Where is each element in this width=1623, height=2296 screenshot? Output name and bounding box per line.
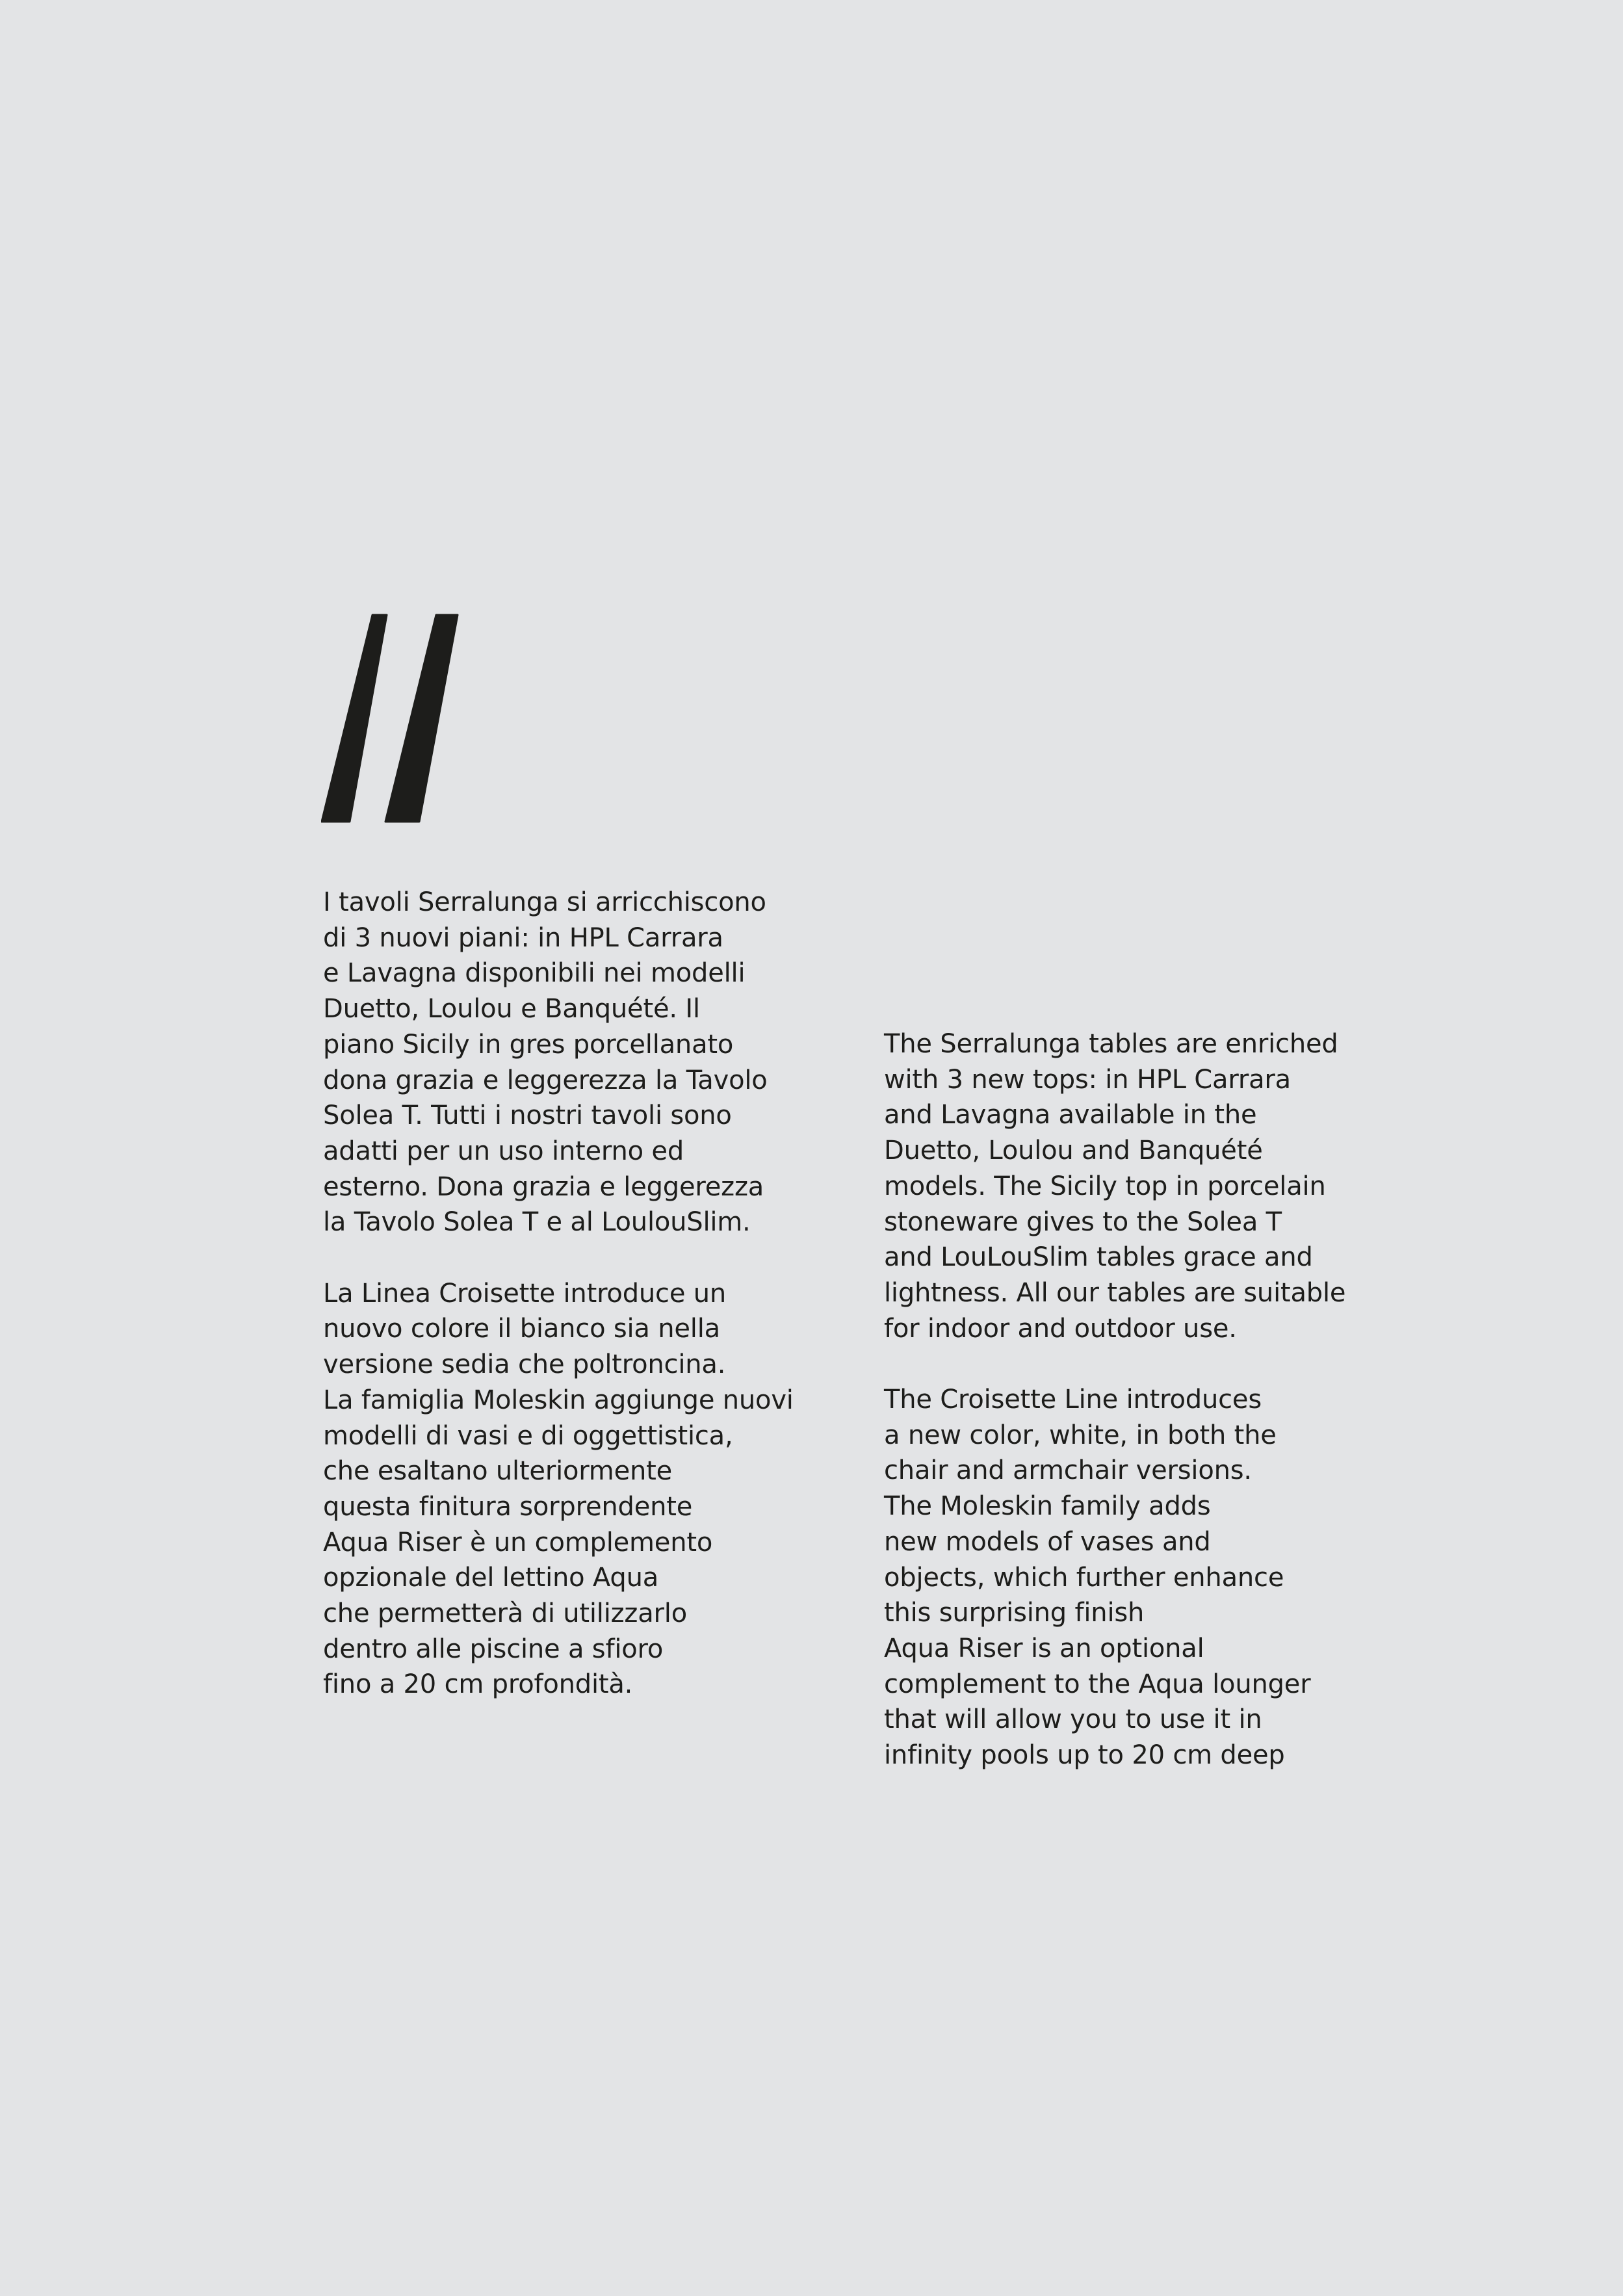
text-line: La famiglia Moleskin aggiunge nuovi: [323, 1385, 794, 1415]
text-line: Aqua Riser is an optional: [884, 1633, 1204, 1663]
italian-text-column: [323, 885, 856, 1702]
text-line: chair and armchair versions.: [884, 1455, 1252, 1486]
text-line: for indoor and outdoor use.: [884, 1313, 1237, 1344]
text-line: infinity pools up to 20 cm deep: [884, 1740, 1285, 1771]
text-line: models. The Sicily top in porcelain: [884, 1171, 1326, 1201]
text-line: nuovo colore il bianco sia nella: [323, 1314, 720, 1344]
text-line: dentro alle piscine a sfioro: [323, 1634, 664, 1664]
paragraph-gap: [884, 1346, 1417, 1382]
text-line: and Lavagna available in the: [884, 1100, 1257, 1130]
text-line: piano Sicily in gres porcellanato: [323, 1029, 734, 1060]
text-line: The Moleskin family adds: [884, 1491, 1211, 1522]
text-line: e Lavagna disponibili nei modelli: [323, 958, 746, 989]
text-line: fino a 20 cm profondità.: [323, 1669, 633, 1700]
text-line: this surprising finish: [884, 1598, 1145, 1628]
text-line: a new color, white, in both the: [884, 1420, 1277, 1450]
text-line: stoneware gives to the Solea T: [884, 1207, 1282, 1237]
paragraph-gap: [323, 1240, 856, 1276]
text-line: Solea T. Tutti i nostri tavoli sono: [323, 1101, 732, 1131]
text-line: versione sedia che poltroncina.: [323, 1350, 726, 1380]
text-line: modelli di vasi e di oggettistica,: [323, 1420, 733, 1451]
slash-right: [385, 615, 458, 822]
text-line: opzionale del lettino Aqua: [323, 1563, 659, 1593]
double-slash-icon: [321, 611, 464, 826]
slash-left: [322, 615, 387, 822]
text-line: The Croisette Line introduces: [884, 1385, 1262, 1415]
text-line: that will allow you to use it in: [884, 1704, 1262, 1735]
text-line: I tavoli Serralunga si arricchiscono: [323, 887, 766, 917]
text-line: complement to the Aqua lounger: [884, 1669, 1311, 1699]
text-line: dona grazia e leggerezza la Tavolo: [323, 1065, 768, 1095]
text-line: The Serralunga tables are enriched: [884, 1029, 1338, 1059]
text-line: che permetterà di utilizzarlo: [323, 1598, 687, 1629]
text-line: Duetto, Loulou and Banquété: [884, 1136, 1263, 1166]
text-line: lightness. All our tables are suitable: [884, 1277, 1346, 1308]
text-line: la Tavolo Solea T e al LoulouSlim.: [323, 1207, 751, 1238]
english-text-column: [884, 1026, 1417, 1773]
text-line: di 3 nuovi piani: in HPL Carrara: [323, 922, 723, 953]
text-line: Aqua Riser è un complemento: [323, 1527, 713, 1558]
text-line: Duetto, Loulou e Banquété. Il: [323, 994, 700, 1024]
text-line: che esaltano ulteriormente: [323, 1456, 673, 1487]
text-line: and LouLouSlim tables grace and: [884, 1242, 1313, 1273]
text-line: questa finitura sorprendente: [323, 1491, 693, 1522]
text-line: objects, which further enhance: [884, 1562, 1284, 1593]
text-line: esterno. Dona grazia e leggerezza: [323, 1171, 764, 1202]
text-line: new models of vases and: [884, 1526, 1211, 1557]
text-line: with 3 new tops: in HPL Carrara: [884, 1064, 1291, 1095]
text-line: adatti per un uso interno ed: [323, 1136, 684, 1166]
text-line: La Linea Croisette introduce un: [323, 1278, 727, 1309]
